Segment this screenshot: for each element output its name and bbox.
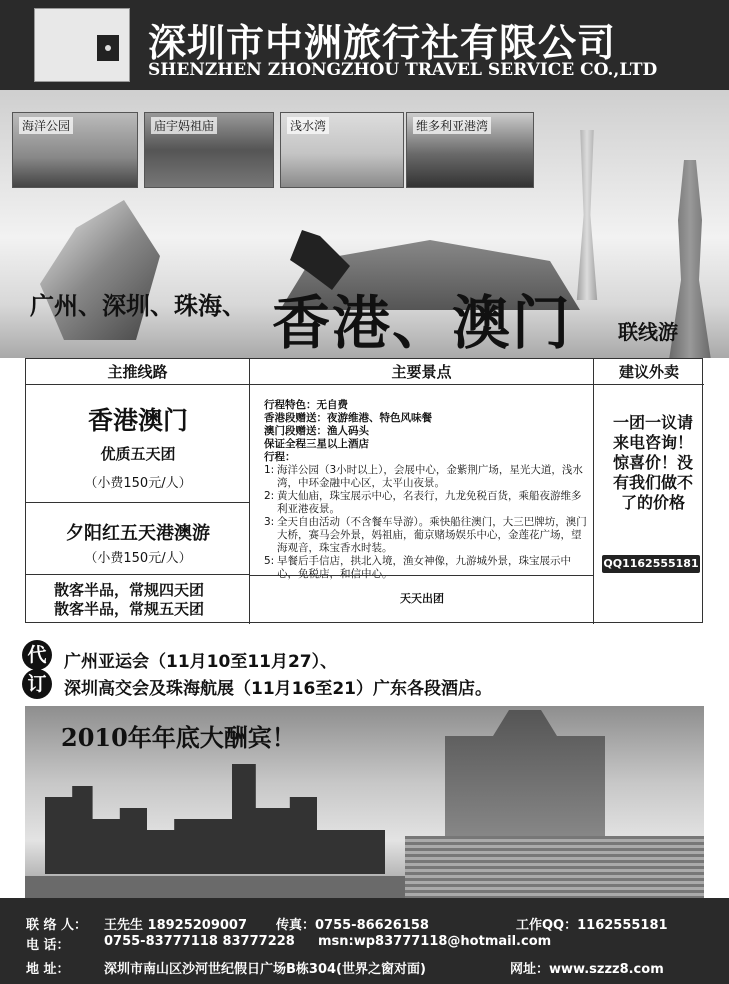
thumbnail-label: 庙宇妈祖庙 xyxy=(151,117,217,134)
sights-hk-gift: 香港段赠送：夜游维港、特色风味餐 xyxy=(264,412,432,424)
promo-title: 2010年年底大酬宾！ xyxy=(61,723,296,752)
itinerary-num: 3: xyxy=(264,516,275,528)
itinerary-table xyxy=(25,358,703,623)
logo-dot-icon xyxy=(105,45,111,51)
st-paul-ruins-shape xyxy=(445,710,605,840)
work-qq: 工作QQ：1162555181 xyxy=(516,918,668,933)
sights-macau-gift: 澳门段赠送：渔人码头 xyxy=(264,425,369,437)
itinerary-item xyxy=(264,464,588,490)
phone-label: 电 话： xyxy=(26,938,70,953)
sights-column xyxy=(250,385,594,624)
booking-line: 深圳高交会及珠海航展（11月16至21）广东各段酒店。 xyxy=(64,679,492,699)
route-sunset xyxy=(26,503,250,575)
msn-contact: msn:wp83777118@hotmail.com xyxy=(318,934,552,949)
address-label: 地 址： xyxy=(26,962,70,977)
phone-numbers: 0755-83777118 83777228 xyxy=(104,934,295,949)
sights-feature: 行程特色：无自费 xyxy=(264,399,348,411)
contact-label: 联 络 人： xyxy=(26,918,88,933)
route-hk-macau xyxy=(26,385,250,503)
harbour-water-shape xyxy=(25,876,425,898)
header-main-route: 主推线路 xyxy=(26,359,250,385)
itinerary-num: 5: xyxy=(264,555,275,567)
itinerary-text: 早餐后手信店，拱北入境，渔女神像，九游城外景，珠宝展示中心，免税店，和信中心。 xyxy=(277,555,571,580)
sights-itinerary-label: 行程： xyxy=(264,451,296,463)
header-banner xyxy=(0,0,729,90)
header-main-sights: 主要景点 xyxy=(250,359,594,385)
itinerary-text: 黄大仙庙，珠宝展示中心，名表行，九龙免税百货，乘船夜游维多利亚港夜景。 xyxy=(277,490,582,515)
header-advice: 建议外卖 xyxy=(594,359,704,385)
thumbnail-repulse-bay xyxy=(280,112,404,188)
itinerary-num: 2: xyxy=(264,490,275,502)
booking-line: 广州亚运会（11月10至11月27）、 xyxy=(64,652,338,672)
thumbnail-label: 海洋公园 xyxy=(19,117,73,134)
hk-macau-photo xyxy=(25,706,704,898)
qq-badge: QQ1162555181 xyxy=(602,555,700,573)
route-subtitle: 优质五天团 xyxy=(100,445,176,463)
company-logo xyxy=(34,8,130,82)
advice-column xyxy=(594,385,704,624)
route-line: 散客半品，常规四天团 xyxy=(54,581,205,599)
contact-footer xyxy=(0,898,729,984)
itinerary-num: 1: xyxy=(264,464,275,476)
itinerary-text: 海洋公园（3小时以上），会展中心，金紫荆广场，星光大道，浅水湾，中环金融中心区，太平山夜景。 xyxy=(277,464,583,489)
company-name-cn: 深圳市中洲旅行社有限公司 xyxy=(148,21,617,65)
thumbnail-ocean-park xyxy=(12,112,138,188)
route-cities-small: 广州、深圳、珠海、 xyxy=(30,292,246,320)
banner-photo xyxy=(0,90,729,358)
thumbnail-temple xyxy=(144,112,274,188)
fax-number: 传真：0755-86626158 xyxy=(276,918,429,933)
address-text: 深圳市南山区沙河世纪假日广场B栋304(世界之窗对面) xyxy=(104,962,426,977)
thumbnail-label: 维多利亚港湾 xyxy=(413,117,491,134)
hk-skyline-shape xyxy=(45,764,385,874)
booking-badge: 订 xyxy=(22,669,52,699)
route-title: 香港澳门 xyxy=(87,406,188,435)
thumbnail-victoria-harbour xyxy=(406,112,534,188)
itinerary-item xyxy=(264,516,588,555)
contact-person: 王先生 18925209007 xyxy=(104,918,248,933)
route-title: 夕阳红五天港澳游 xyxy=(66,523,210,544)
sights-details xyxy=(264,399,588,581)
itinerary-item xyxy=(264,490,588,516)
route-suffix: 联线游 xyxy=(618,320,678,344)
daily-row xyxy=(250,575,594,624)
website-link[interactable]: 网址：www.szzz8.com xyxy=(510,962,664,977)
sights-hotel: 保证全程三星以上酒店 xyxy=(264,438,369,450)
itinerary-text: 全天自由活动（不含餐车导游）。乘快船往澳门，大三巴牌坊，澳门大桥，赛马会外景，妈祖庙，葡京赌场娱乐中心，金莲花广场，望海观音，珠宝香水时装。 xyxy=(277,516,587,554)
advice-text: 一团一议请来电咨询！惊喜价！没有我们做不了的价格 xyxy=(612,413,693,512)
route-fee: （小费150元/人） xyxy=(84,476,192,491)
canton-tower-shape xyxy=(570,130,604,300)
company-name-en: SHENZHEN ZHONGZHOU TRAVEL SERVICE CO.,LTD xyxy=(148,60,658,80)
thumbnail-label: 浅水湾 xyxy=(287,117,329,134)
route-column xyxy=(26,385,250,624)
route-cities-big: 香港、澳门 xyxy=(272,289,573,357)
booking-badge: 代 xyxy=(22,640,52,670)
route-line: 散客半品，常规五天团 xyxy=(54,600,205,618)
route-casual xyxy=(26,575,250,624)
route-fee: （小费150元/人） xyxy=(84,551,192,566)
daily-departure: 天天出团 xyxy=(400,592,444,605)
booking-section xyxy=(22,640,708,698)
ruins-steps-shape xyxy=(405,836,704,898)
